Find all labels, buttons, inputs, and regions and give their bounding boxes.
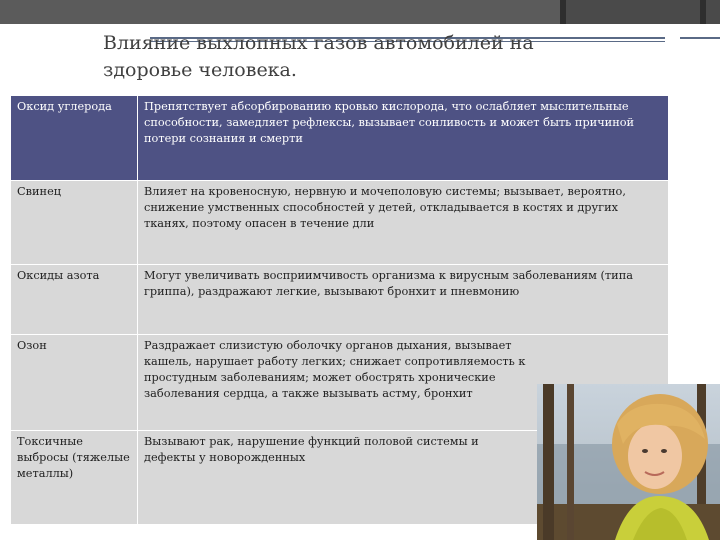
pollutant-cell: Озон — [11, 335, 138, 431]
effect-cell: Могут увеличивать восприимчивость организма к вирусным заболеваниям (типа гриппа), раздражают легкие, вызывают бронхит и пневмонию — [138, 265, 669, 335]
table-row — [11, 265, 669, 335]
effect-cell: Раздражает слизистую оболочку органов дыхания, вызывает кашель, нарушает работу легких; снижает сопротивляемость к простудным заболеваниям; может обострять хронические заболевания сердца, а также вызывать астму, бронхит — [138, 335, 669, 431]
top-decor-stripe — [700, 0, 706, 24]
table-row — [11, 181, 669, 265]
table-row — [11, 96, 669, 181]
slide-title — [103, 30, 623, 84]
slide-title-line2: здоровье человека. — [103, 59, 297, 81]
title-decor-line — [680, 37, 720, 39]
top-decor-accent — [0, 0, 560, 24]
pollutant-cell: Оксиды азота — [11, 265, 138, 335]
pollutant-cell: Свинец — [11, 181, 138, 265]
pollutant-cell: Токсичные выбросы (тяжелые металлы) — [11, 431, 138, 525]
slide-title-line1: Влияние выхлопных газов автомобилей на — [103, 32, 534, 54]
top-decor-bar — [0, 0, 720, 24]
child-photo — [537, 384, 720, 540]
top-decor-stripe — [560, 0, 566, 24]
effect-cell: Влияет на кровеносную, нервную и мочеполовую системы; вызывает, вероятно, снижение умственных способностей у детей, откладывается в костях и других тканях, поэтому опасен в течение дли — [138, 181, 669, 265]
effect-cell: Вызывают рак, нарушение функций половой системы и дефекты у новорожденных — [138, 431, 669, 525]
effect-cell: Препятствует абсорбированию кровью кислорода, что ослабляет мыслительные способности, замедляет рефлексы, вызывает сонливость и может быть причиной потери сознания и смерти — [138, 96, 669, 181]
pollutant-cell: Оксид углерода — [11, 96, 138, 181]
